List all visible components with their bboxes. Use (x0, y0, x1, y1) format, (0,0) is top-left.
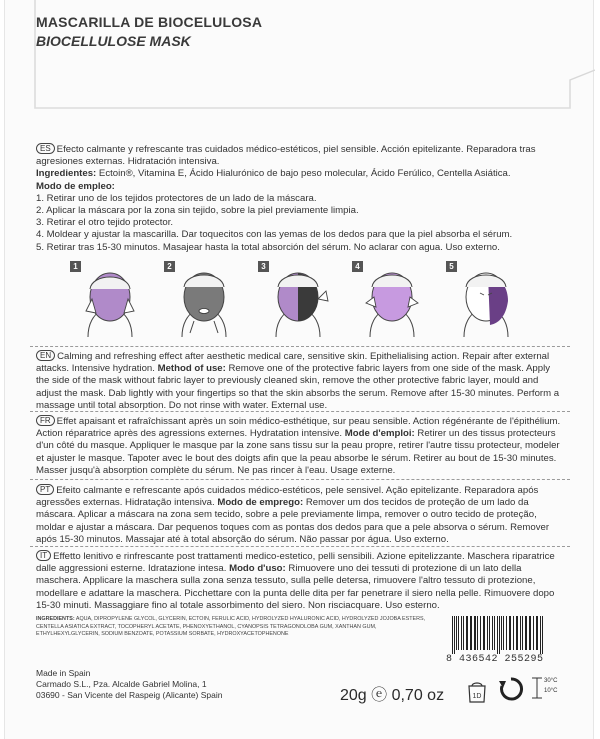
temp-high-label: 30°C (544, 678, 558, 684)
en-mode-label: Method of use: (157, 363, 226, 375)
pt-mode-label: Modo de emprego: (217, 497, 304, 509)
barcode-bar (536, 616, 538, 650)
barcode-bar (461, 616, 462, 650)
ingredients-full-label: INGREDIENTS: (36, 616, 75, 622)
barcode-bar (516, 616, 518, 650)
product-title-en: BIOCELLULOSE MASK (36, 33, 191, 49)
barcode-bar (499, 616, 500, 654)
section-fr (36, 415, 564, 477)
es-step-5: 5. Retirar tras 15-30 minutos. Masajear hasta la total absorción del sérum. No aclarar con agua. Uso externo. (36, 241, 500, 253)
step-illustration-1 (70, 261, 145, 341)
shelf-life-icon (466, 680, 488, 704)
lang-badge-es: ES (36, 143, 55, 154)
step-illustration-4 (352, 261, 427, 341)
manufacturer-info (36, 668, 223, 701)
en-text2: Remove one of the protective fabric layers from one side of the mask. Apply the side of the mask without fabric layer to previously cleaned skin, remove the other protective fabric layer, mould and adjust the mask. Dab lightly with your fingertips so that the skin absorbs the serum. Remove after 15-30 minutes. Perform a massage until total absorption. Do not rinse with water. External use. (36, 363, 560, 411)
barcode-bar (487, 616, 488, 650)
lang-badge-pt: PT (36, 484, 54, 495)
temperature-range-icon (528, 674, 572, 704)
barcode-bar (466, 616, 468, 650)
barcode-bar (513, 616, 514, 650)
barcode-bar (520, 616, 521, 650)
es-intro: Efecto calmante y refrescante tras cuidados médico-estéticos, piel sensible. Acción epitelizante. Reparadora tras agresiones externas. Hidratación intensiva. (36, 144, 536, 168)
step-number-1: 1 (70, 261, 81, 272)
es-step-4: 4. Moldear y ajustar la mascarilla. Dar toquecitos con las yemas de los dedos para que la piel absorba el sérum. (36, 229, 513, 241)
barcode-number: 8 436542 255295 (446, 654, 544, 665)
barcode-bar (483, 616, 485, 650)
step-number-5: 5 (446, 261, 457, 272)
company-city: 03690 - San Vicente del Raspeig (Alicante) Spain (36, 690, 223, 700)
shelf-life-label: 1D (472, 693, 482, 700)
es-steps (36, 193, 564, 254)
ingredients-full-text: AQUA, DIPROPYLENE GLYCOL, GLYCERIN, ECTOIN, FERULIC ACID, HYDROLYZED HYALURONIC ACID, HYDROLYZED JOJOBA ESTERS, CENTELLA ASIATICA EXTRACT, TOCOPHERYL ACETATE, PHENOXYETHANOL, CYANOPSIS TETRAGONOLOBA GUM, XANTHAN GUM, ETHYLHEXYLGLYCERIN, SODIUM BENZOATE, POTASSIUM SORBATE, HYDROXYACETOPHENONE (36, 616, 426, 638)
es-step-1: 1. Retirar uno de los tejidos protectores de un lado de la máscara. (36, 192, 317, 204)
barcode-bar (492, 616, 493, 650)
pt-text1: Efeito calmante e refrescante após cuidados médico-estéticos, pele sensivel. Ação epitelizante. Reparadora após agressões externas. Hidratação intensiva. (36, 485, 539, 509)
barcode-bar (503, 616, 504, 650)
es-mode-label: Modo de empleo: (36, 180, 115, 192)
barcode-bar (501, 616, 502, 650)
it-text2: Rimuovere uno dei tessuti di protezione di un lato della maschera. Applicare la maschera sulla zona senza tessuto, sulla pelle detersa, rimuovere l'altro tessuto di protezione, modellare e adattare la maschera. Picchettare con la punta delle dita per far penetrare il siero nella pelle. Rimuovere dopo 15-30 minuti. Massaggiare fino al totale assorbimento del siero. Non risciacquare. Uso esterno. (36, 563, 555, 611)
barcode-bar (489, 616, 490, 650)
step-number-3: 3 (258, 261, 269, 272)
barcode-bar (497, 616, 498, 654)
product-title-es: MASCARILLA DE BIOCELULOSA (36, 14, 263, 30)
es-ingredients: Ectoin®, Vitamina E, Ácido Hialurónico de bajo peso molecular, Ácido Ferúlico, Centella Asiática. (98, 168, 511, 180)
barcode-bar (480, 616, 481, 650)
barcode-bar (540, 616, 541, 654)
es-step-3: 3. Retirar el otro tejido protector. (36, 217, 174, 229)
lang-badge-fr: FR (36, 415, 55, 426)
barcode-bar (458, 616, 459, 650)
company-address: Carmado S.L., Pza. Alcalde Gabriel Molina, 1 (36, 679, 207, 689)
barcode-bar (522, 616, 523, 650)
lang-badge-en: EN (36, 350, 55, 361)
divider-1 (30, 346, 570, 347)
step-illustration-2 (164, 261, 239, 341)
lang-badge-it: IT (36, 550, 51, 561)
barcode-bar (463, 616, 464, 650)
barcode-bars (450, 616, 572, 654)
section-es (36, 143, 564, 254)
section-en (36, 350, 564, 412)
temp-low-label: 10°C (544, 688, 558, 694)
step-number-4: 4 (352, 261, 363, 272)
es-step-2: 2. Aplicar la máscara por la zona sin tejido, sobre la piel previamente limpia. (36, 205, 359, 217)
section-it (36, 550, 564, 612)
divider-4 (30, 546, 570, 547)
es-ingredients-label: Ingredientes: (36, 168, 97, 180)
barcode-bar (494, 616, 495, 650)
barcode-bar (474, 616, 476, 650)
section-pt (36, 484, 564, 546)
barcode-bar (456, 616, 457, 650)
ingredients-full-list (36, 616, 436, 639)
recycle-icon (498, 676, 524, 704)
barcode-bar (452, 616, 453, 654)
fr-mode-label: Mode d'emploi: (344, 428, 415, 440)
barcode-bar (506, 616, 507, 650)
step-number-2: 2 (164, 261, 175, 272)
net-weight: 20g ⓔ 0,70 oz (340, 687, 445, 704)
en-text1: Calming and refreshing effect after aesthetic medical care, sensitive skin. Epithelialising action. Repair after external attacks. Intensive hydration. (36, 351, 550, 375)
barcode-bar (533, 616, 534, 650)
fr-text2: Retirer un des tissus protecteurs d'un côté du masque. Appliquer le masque par la zone sans tissu sur la peau propre, retirer l'autre tissu protecteur, modeler et ajuster le masque. Tapoter avec le bout des doigts afin que la peau absorbe le sérum. Retirer au bout de 15-30 minutes. Masser jusqu'à absorption complète du sérum. Ne pas rincer à l'eau. Usage externe. (36, 428, 560, 476)
pt-text2: Remover um dos tecidos de proteção de um lado da máscara. Aplicar a máscara na zona sem tecido, sobre a pele previamente limpa, remover o outro tecido de proteção, moldar e ajustar a máscara. Dar pequenos toques com as pontas dos dedos para que a pele absorva o sérum. Remover após 15-30 minutos. Massajar até à total absorção do sérum. Não passar por água. Uso externo. (36, 497, 550, 545)
barcode-bar (470, 616, 472, 650)
barcode-bar (542, 616, 543, 654)
it-text1: Effetto lenitivo e rinfrescante post trattamenti medico-estetico, pelli sensibili. Azione epitelizzante. Maschera riparatrice dalle aggressioni esterne. Idratazione intesa. (36, 551, 555, 575)
barcode-bar (477, 616, 478, 650)
barcode-bar (454, 616, 455, 654)
barcode-bar (525, 616, 527, 650)
barcode-bar (509, 616, 511, 650)
divider-2 (30, 411, 570, 412)
made-in: Made in Spain (36, 668, 91, 678)
it-mode-label: Modo d'uso: (229, 563, 286, 575)
barcode-bar (529, 616, 531, 650)
application-steps-illustration (70, 261, 510, 343)
fr-text1: Effet apaisant et rafraîchissant après un soin médico-esthétique, sur peau sensible. Action régénérante de l'épithélium. Action réparatrice après des agressions externes. Hydratation intensive. (36, 416, 561, 440)
divider-3 (30, 479, 570, 480)
step-illustration-5 (446, 261, 521, 341)
step-illustration-3 (258, 261, 333, 341)
